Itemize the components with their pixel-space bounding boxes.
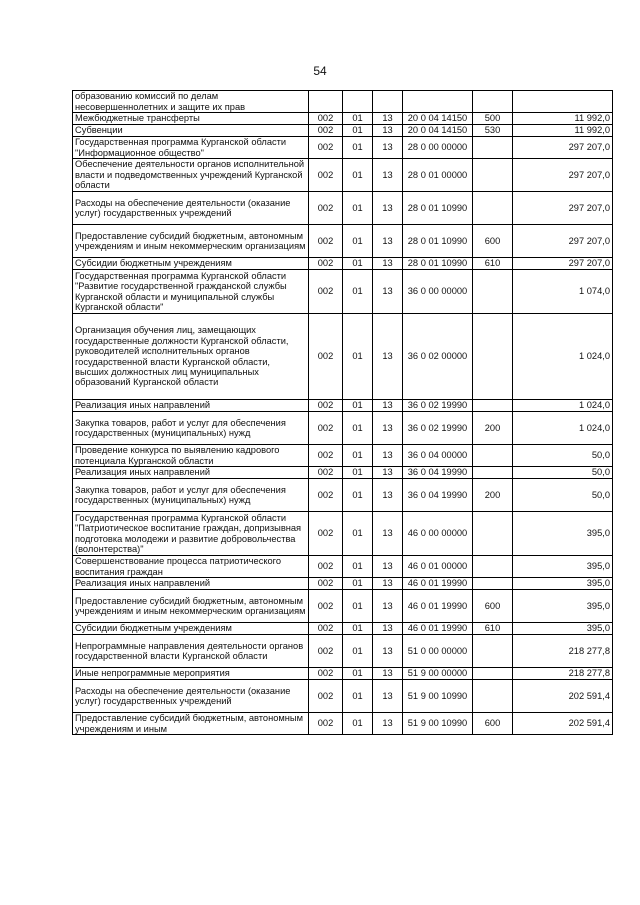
row-csr: 36 0 02 00000	[403, 314, 473, 400]
row-pr: 13	[373, 113, 403, 125]
table-row	[73, 713, 613, 735]
row-gr: 002	[309, 192, 343, 225]
row-name: Межбюджетные трансферты	[73, 113, 309, 125]
row-gr: 002	[309, 467, 343, 479]
row-sum: 50,0	[513, 479, 613, 512]
row-gr: 002	[309, 713, 343, 735]
row-name: Совершенствование процесса патриотического воспитания граждан	[73, 556, 309, 578]
row-name: Организация обучения лиц, замещающих государственные должности Курганской области, руководителей исполнительных органов государственной власти Курганской области, высших должностных лиц муниципальных образований Курганской области	[73, 314, 309, 400]
budget-table	[72, 90, 613, 735]
row-csr: 28 0 00 00000	[403, 137, 473, 159]
row-csr: 51 9 00 10990	[403, 680, 473, 713]
row-pr: 13	[373, 635, 403, 668]
row-vr	[473, 512, 513, 556]
row-gr: 002	[309, 113, 343, 125]
row-csr: 46 0 01 19990	[403, 623, 473, 635]
row-name: Государственная программа Курганской области "Развитие государственной гражданской службы Курганской области и муниципальной службы Курганской области"	[73, 270, 309, 314]
row-pr: 13	[373, 314, 403, 400]
page-number: 54	[313, 64, 327, 78]
row-sum: 218 277,8	[513, 635, 613, 668]
row-rz: 01	[343, 578, 373, 590]
row-vr	[473, 635, 513, 668]
row-pr: 13	[373, 467, 403, 479]
row-csr	[403, 91, 473, 113]
row-sum: 297 207,0	[513, 258, 613, 270]
row-rz: 01	[343, 635, 373, 668]
row-rz: 01	[343, 400, 373, 412]
row-csr: 28 0 01 10990	[403, 258, 473, 270]
table-body	[73, 91, 613, 735]
row-vr	[473, 467, 513, 479]
row-gr: 002	[309, 680, 343, 713]
row-csr: 46 0 01 19990	[403, 590, 473, 623]
row-csr: 46 0 01 19990	[403, 578, 473, 590]
row-sum	[513, 91, 613, 113]
row-vr	[473, 314, 513, 400]
row-vr	[473, 192, 513, 225]
row-csr: 46 0 00 00000	[403, 512, 473, 556]
table-row	[73, 635, 613, 668]
row-pr: 13	[373, 578, 403, 590]
row-rz: 01	[343, 225, 373, 258]
row-name: Расходы на обеспечение деятельности (оказание услуг) государственных учреждений	[73, 680, 309, 713]
row-pr: 13	[373, 668, 403, 680]
table-row	[73, 479, 613, 512]
row-csr: 51 9 00 00000	[403, 668, 473, 680]
row-vr	[473, 91, 513, 113]
table-row	[73, 125, 613, 137]
table-row	[73, 91, 613, 113]
row-name: Закупка товаров, работ и услуг для обеспечения государственных (муниципальных) нужд	[73, 412, 309, 445]
row-sum: 218 277,8	[513, 668, 613, 680]
row-pr: 13	[373, 479, 403, 512]
table-row	[73, 668, 613, 680]
row-sum: 50,0	[513, 467, 613, 479]
row-rz: 01	[343, 314, 373, 400]
row-sum: 395,0	[513, 590, 613, 623]
row-name: Субсидии бюджетным учреждениям	[73, 258, 309, 270]
row-rz: 01	[343, 258, 373, 270]
row-name: Предоставление субсидий бюджетным, автономным учреждениям и иным некоммерческим организациям	[73, 225, 309, 258]
table-row	[73, 590, 613, 623]
row-gr: 002	[309, 635, 343, 668]
row-vr	[473, 680, 513, 713]
row-rz: 01	[343, 412, 373, 445]
row-name: Закупка товаров, работ и услуг для обеспечения государственных (муниципальных) нужд	[73, 479, 309, 512]
row-rz	[343, 91, 373, 113]
row-gr: 002	[309, 578, 343, 590]
row-csr: 36 0 04 00000	[403, 445, 473, 467]
row-pr: 13	[373, 137, 403, 159]
row-csr: 20 0 04 14150	[403, 125, 473, 137]
row-gr: 002	[309, 412, 343, 445]
row-rz: 01	[343, 192, 373, 225]
row-vr	[473, 445, 513, 467]
row-rz: 01	[343, 713, 373, 735]
row-sum: 1 074,0	[513, 270, 613, 314]
row-vr	[473, 270, 513, 314]
table-row	[73, 159, 613, 192]
row-vr: 500	[473, 113, 513, 125]
row-pr: 13	[373, 590, 403, 623]
row-gr: 002	[309, 623, 343, 635]
row-pr: 13	[373, 445, 403, 467]
row-csr: 46 0 01 00000	[403, 556, 473, 578]
row-vr	[473, 159, 513, 192]
row-gr: 002	[309, 159, 343, 192]
row-csr: 36 0 02 19990	[403, 400, 473, 412]
row-rz: 01	[343, 623, 373, 635]
row-name: Реализация иных направлений	[73, 467, 309, 479]
row-sum: 297 207,0	[513, 137, 613, 159]
row-pr: 13	[373, 225, 403, 258]
row-sum: 297 207,0	[513, 225, 613, 258]
table-row	[73, 225, 613, 258]
row-gr	[309, 91, 343, 113]
table-row	[73, 192, 613, 225]
row-gr: 002	[309, 270, 343, 314]
row-name: Обеспечение деятельности органов исполнительной власти и подведомственных учреждений Курганской области	[73, 159, 309, 192]
row-sum: 395,0	[513, 512, 613, 556]
row-pr: 13	[373, 270, 403, 314]
table-row	[73, 400, 613, 412]
row-vr: 200	[473, 412, 513, 445]
row-gr: 002	[309, 512, 343, 556]
table-row	[73, 467, 613, 479]
row-vr: 610	[473, 258, 513, 270]
table-row	[73, 680, 613, 713]
row-csr: 28 0 01 10990	[403, 225, 473, 258]
row-name: Проведение конкурса по выявлению кадрового потенциала Курганской области	[73, 445, 309, 467]
row-rz: 01	[343, 479, 373, 512]
row-vr	[473, 668, 513, 680]
row-name: Расходы на обеспечение деятельности (оказание услуг) государственных учреждений	[73, 192, 309, 225]
row-rz: 01	[343, 113, 373, 125]
row-pr: 13	[373, 713, 403, 735]
row-sum: 11 992,0	[513, 113, 613, 125]
row-rz: 01	[343, 445, 373, 467]
row-sum: 395,0	[513, 623, 613, 635]
row-rz: 01	[343, 270, 373, 314]
row-csr: 20 0 04 14150	[403, 113, 473, 125]
row-name: Государственная программа Курганской области "Патриотическое воспитание граждан, допризывная подготовка молодежи и развитие добровольчества (волонтерства)"	[73, 512, 309, 556]
row-pr: 13	[373, 192, 403, 225]
row-name: Предоставление субсидий бюджетным, автономным учреждениям и иным некоммерческим организациям	[73, 590, 309, 623]
row-gr: 002	[309, 590, 343, 623]
row-csr: 51 0 00 00000	[403, 635, 473, 668]
row-gr: 002	[309, 125, 343, 137]
row-sum: 395,0	[513, 578, 613, 590]
row-csr: 36 0 04 19990	[403, 467, 473, 479]
row-sum: 395,0	[513, 556, 613, 578]
row-rz: 01	[343, 512, 373, 556]
row-name: Реализация иных направлений	[73, 400, 309, 412]
table-row	[73, 258, 613, 270]
row-name: Субсидии бюджетным учреждениям	[73, 623, 309, 635]
row-sum: 1 024,0	[513, 314, 613, 400]
row-sum: 11 992,0	[513, 125, 613, 137]
row-name: Государственная программа Курганской области "Информационное общество"	[73, 137, 309, 159]
row-rz: 01	[343, 590, 373, 623]
row-csr: 28 0 01 00000	[403, 159, 473, 192]
row-vr	[473, 556, 513, 578]
table-row	[73, 270, 613, 314]
table-row	[73, 512, 613, 556]
row-vr	[473, 137, 513, 159]
row-gr: 002	[309, 479, 343, 512]
table-row	[73, 137, 613, 159]
row-name: Реализация иных направлений	[73, 578, 309, 590]
row-sum: 50,0	[513, 445, 613, 467]
row-gr: 002	[309, 225, 343, 258]
row-vr: 530	[473, 125, 513, 137]
row-pr: 13	[373, 512, 403, 556]
row-rz: 01	[343, 125, 373, 137]
row-rz: 01	[343, 137, 373, 159]
row-name: Иные непрограммные мероприятия	[73, 668, 309, 680]
row-rz: 01	[343, 159, 373, 192]
table-row	[73, 314, 613, 400]
row-gr: 002	[309, 137, 343, 159]
row-vr: 600	[473, 590, 513, 623]
row-sum: 297 207,0	[513, 159, 613, 192]
row-pr: 13	[373, 159, 403, 192]
row-sum: 297 207,0	[513, 192, 613, 225]
row-pr: 13	[373, 623, 403, 635]
table-row	[73, 623, 613, 635]
row-csr: 28 0 01 10990	[403, 192, 473, 225]
row-pr: 13	[373, 680, 403, 713]
row-name: образованию комиссий по делам несовершеннолетних и защите их прав	[73, 91, 309, 113]
table-row	[73, 578, 613, 590]
row-csr: 36 0 00 00000	[403, 270, 473, 314]
row-pr: 13	[373, 258, 403, 270]
row-rz: 01	[343, 556, 373, 578]
row-gr: 002	[309, 668, 343, 680]
row-gr: 002	[309, 314, 343, 400]
row-name: Предоставление субсидий бюджетным, автономным учреждениям и иным	[73, 713, 309, 735]
row-name: Субвенции	[73, 125, 309, 137]
table-row	[73, 113, 613, 125]
row-rz: 01	[343, 467, 373, 479]
row-pr: 13	[373, 400, 403, 412]
row-csr: 36 0 02 19990	[403, 412, 473, 445]
row-vr: 200	[473, 479, 513, 512]
row-vr	[473, 578, 513, 590]
row-pr: 13	[373, 556, 403, 578]
row-gr: 002	[309, 445, 343, 467]
row-vr: 600	[473, 225, 513, 258]
row-sum: 1 024,0	[513, 412, 613, 445]
row-vr: 600	[473, 713, 513, 735]
row-rz: 01	[343, 680, 373, 713]
row-vr: 610	[473, 623, 513, 635]
row-gr: 002	[309, 400, 343, 412]
row-gr: 002	[309, 258, 343, 270]
table-row	[73, 412, 613, 445]
row-sum: 202 591,4	[513, 713, 613, 735]
table-row	[73, 556, 613, 578]
row-csr: 51 9 00 10990	[403, 713, 473, 735]
row-pr: 13	[373, 412, 403, 445]
row-rz: 01	[343, 668, 373, 680]
row-pr: 13	[373, 125, 403, 137]
table-row	[73, 445, 613, 467]
row-vr	[473, 400, 513, 412]
row-csr: 36 0 04 19990	[403, 479, 473, 512]
row-name: Непрограммные направления деятельности органов государственной власти Курганской области	[73, 635, 309, 668]
row-gr: 002	[309, 556, 343, 578]
row-sum: 202 591,4	[513, 680, 613, 713]
row-sum: 1 024,0	[513, 400, 613, 412]
row-pr	[373, 91, 403, 113]
